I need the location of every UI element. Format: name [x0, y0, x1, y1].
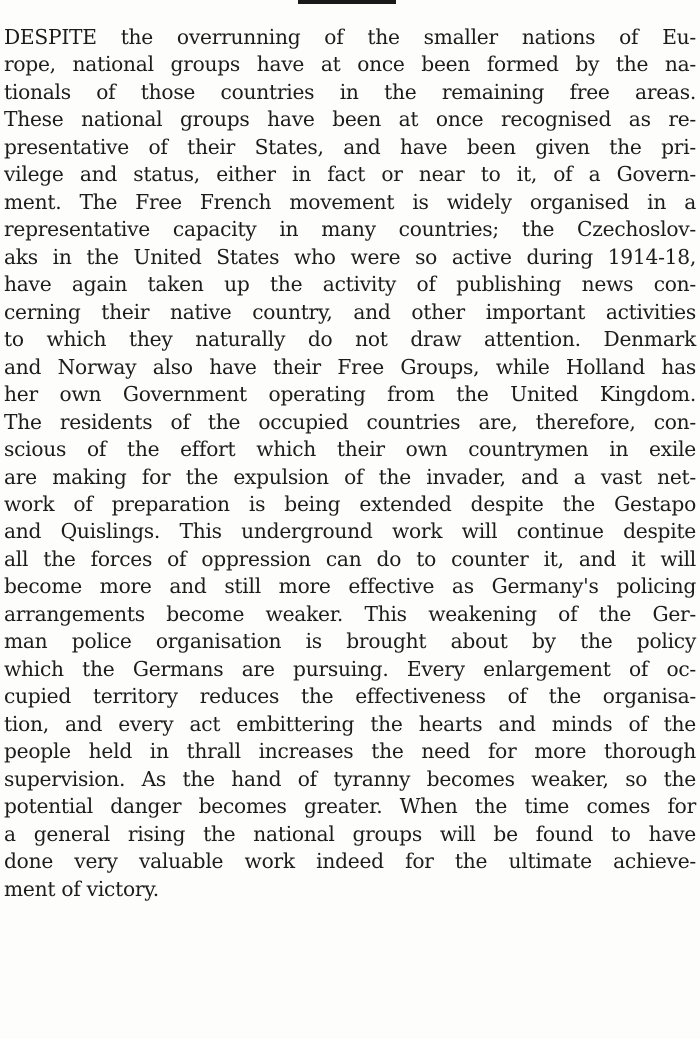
article-line: DESPITE the overrunning of the smaller nations of Eu- [4, 25, 696, 49]
article-line: all the forces of oppression can do to counter it, and it will [4, 546, 696, 571]
article-line: are making for the expulsion of the invader, and a vast net- [4, 464, 696, 489]
article-line: ment. The Free French movement is widely organised in a [4, 189, 696, 214]
article-line: These national groups have been at once recognised as re- [4, 107, 696, 132]
article-line: man police organisation is brought about by the policy [4, 629, 696, 654]
article-line: and Norway also have their Free Groups, while Holland has [4, 354, 696, 379]
article-line: scious of the effort which their own countrymen in exile [4, 437, 696, 462]
article-line: people held in thrall increases the need for more thorough [4, 739, 696, 764]
article-line: representative capacity in many countries; the Czechoslov- [4, 217, 696, 242]
article-line: have again taken up the activity of publishing news con- [4, 272, 696, 297]
article-line: rope, national groups have at once been formed by the na- [4, 52, 696, 77]
article-line: work of preparation is being extended despite the Gestapo [4, 491, 696, 516]
article-line: cupied territory reduces the effectiveness of the organisa- [4, 684, 696, 709]
article-line: presentative of their States, and have been given the pri- [4, 134, 696, 159]
article-line: become more and still more effective as Germany's policing [4, 574, 696, 599]
article-line: done very valuable work indeed for the ultimate achieve- [4, 849, 696, 874]
article-line: arrangements become weaker. This weakening of the Ger- [4, 601, 696, 626]
article-line: her own Government operating from the United Kingdom. [4, 382, 696, 407]
article-body [4, 24, 696, 903]
article-line: a general rising the national groups will be found to have [4, 821, 696, 846]
article-line: The residents of the occupied countries are, therefore, con- [4, 409, 696, 434]
article-line: vilege and status, either in fact or near to it, of a Govern- [4, 162, 696, 187]
article-line: to which they naturally do not draw attention. Denmark [4, 327, 696, 352]
article-line: aks in the United States who were so active during 1914-18, [4, 244, 696, 269]
article-line: which the Germans are pursuing. Every enlargement of oc- [4, 656, 696, 681]
article-line: ment of victory. [4, 876, 159, 901]
article-line: tion, and every act embittering the hearts and minds of the [4, 711, 696, 736]
article-line: potential danger becomes greater. When the time comes for [4, 794, 696, 819]
article-line: supervision. As the hand of tyranny becomes weaker, so the [4, 766, 696, 791]
article-line: and Quislings. This underground work will continue despite [4, 519, 696, 544]
top-rule-divider [298, 0, 396, 4]
article-line: tionals of those countries in the remaining free areas. [4, 79, 696, 104]
article-line: cerning their native country, and other important activities [4, 299, 696, 324]
